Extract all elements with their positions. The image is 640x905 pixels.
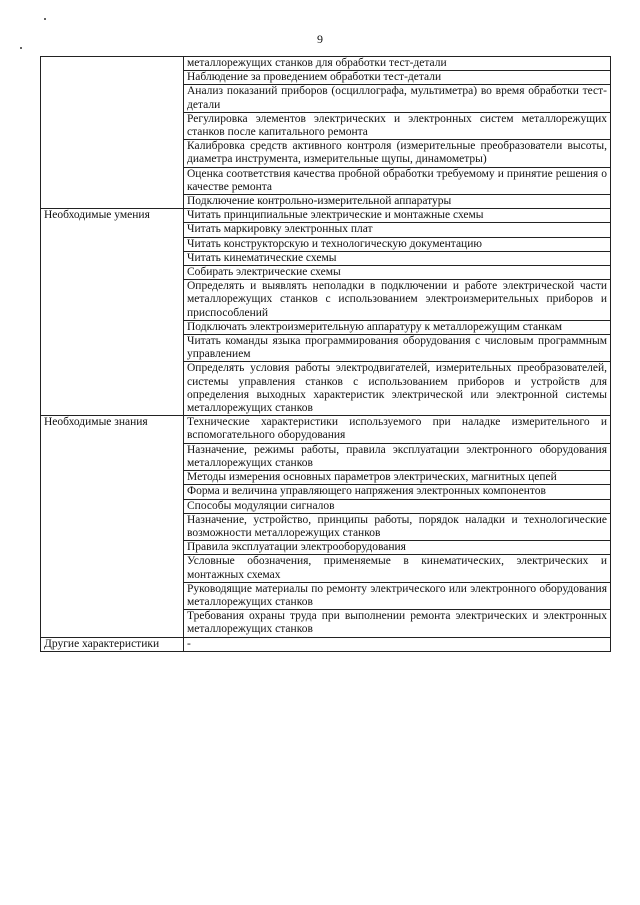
table-cell-item: Анализ показаний приборов (осциллографа, мультиметра) во время обработки тест-детали	[184, 85, 611, 112]
table-cell-item: Подключение контрольно-измерительной аппаратуры	[184, 195, 611, 209]
table-body	[41, 57, 611, 652]
page-number: 9	[317, 32, 323, 46]
table-cell-item: Читать принципиальные электрические и монтажные схемы	[184, 209, 611, 223]
section-label-other-characteristics: Другие характеристики	[41, 637, 184, 651]
table-cell-item: Читать кинематические схемы	[184, 251, 611, 265]
section-label-required-skills: Необходимые умения	[41, 209, 184, 416]
section-label-continued-actions	[41, 57, 184, 209]
table-cell-item: Оценка соответствия качества пробной обработки требуемому и принятие решения о качестве ремонта	[184, 167, 611, 194]
table-row	[41, 637, 611, 651]
scan-speck	[20, 47, 22, 49]
table-cell-item: Калибровка средств активного контроля (измерительные преобразователи высоты, диаметра инструмента, измерительные щупы, динамометры)	[184, 140, 611, 167]
table-cell-item: Подключать электроизмерительную аппаратуру к металлорежущим станкам	[184, 320, 611, 334]
table-cell-item: Технические характеристики используемого при наладке измерительного и вспомогательного оборудования	[184, 416, 611, 443]
table-cell-item: Способы модуляции сигналов	[184, 499, 611, 513]
table-cell-item: Собирать электрические схемы	[184, 266, 611, 280]
table-cell-item: Назначение, устройство, принципы работы, порядок наладки и технологические возможности металлорежущих станков	[184, 513, 611, 540]
table-cell-item: Определять и выявлять неполадки в подключении и работе электрической части металлорежущих станков с использованием электроизмерительных приборов и приспособлений	[184, 280, 611, 321]
table-cell-item: Определять условия работы электродвигателей, измерительных преобразователей, системы управления станков с использованием приборов и устройств для определения выходных характеристик электрической или электронной системы металлорежущих станков	[184, 362, 611, 416]
table-cell-item: Читать конструкторскую и технологическую документацию	[184, 237, 611, 251]
table-cell-item: Назначение, режимы работы, правила эксплуатации электронного оборудования металлорежущих станков	[184, 443, 611, 470]
table-cell-item: Правила эксплуатации электрооборудования	[184, 541, 611, 555]
table-cell-item: Читать маркировку электронных плат	[184, 223, 611, 237]
table-row	[41, 209, 611, 223]
table-cell-item: -	[184, 637, 611, 651]
scan-speck	[44, 18, 46, 20]
competency-table	[40, 56, 611, 652]
section-label-required-knowledge: Необходимые знания	[41, 416, 184, 637]
table-cell-item: Методы измерения основных параметров электрических, магнитных цепей	[184, 471, 611, 485]
table-row	[41, 416, 611, 443]
table-cell-item: Руководящие материалы по ремонту электрического или электронного оборудования металлорежущих станков	[184, 582, 611, 609]
table-cell-item: Наблюдение за проведением обработки тест-детали	[184, 71, 611, 85]
table-cell-item: металлорежущих станков для обработки тест-детали	[184, 57, 611, 71]
table-cell-item: Требования охраны труда при выполнении ремонта электрических и электронных металлорежущих станков	[184, 610, 611, 637]
table-row	[41, 57, 611, 71]
table-cell-item: Регулировка элементов электрических и электронных систем металлорежущих станков после капитального ремонта	[184, 112, 611, 139]
table-cell-item: Условные обозначения, применяемые в кинематических, электрических и монтажных схемах	[184, 555, 611, 582]
table-cell-item: Читать команды языка программирования оборудования с числовым программным управлением	[184, 335, 611, 362]
table-cell-item: Форма и величина управляющего напряжения электронных компонентов	[184, 485, 611, 499]
